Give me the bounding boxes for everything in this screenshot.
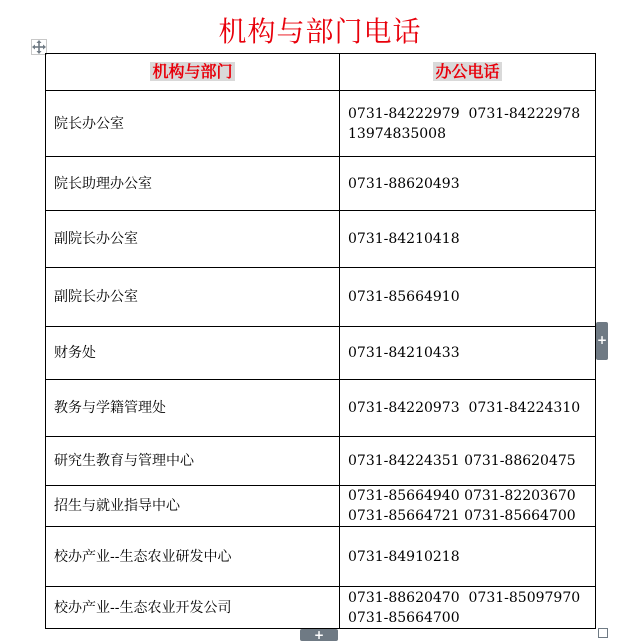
phone-cell: 0731-84210418 [340, 211, 596, 268]
department-cell: 教务与学籍管理处 [46, 380, 340, 437]
table-row [46, 587, 596, 629]
table-row [46, 91, 596, 157]
department-cell: 院长助理办公室 [46, 157, 340, 211]
table-row [46, 268, 596, 327]
table-row [46, 380, 596, 437]
table-row [46, 211, 596, 268]
phone-cell: 0731-84222979 0731-84222978 13974835008 [340, 91, 596, 157]
phone-cell: 0731-88620493 [340, 157, 596, 211]
table-row [46, 527, 596, 587]
department-cell: 院长办公室 [46, 91, 340, 157]
phone-cell: 0731-85664910 [340, 268, 596, 327]
phone-cell: 0731-88620470 0731-85097970 0731-85664700 [340, 587, 596, 629]
page-title: 机构与部门电话 [218, 15, 422, 48]
header-phone [340, 54, 596, 91]
add-column-button[interactable] [596, 322, 608, 360]
department-cell: 校办产业--生态农业开发公司 [46, 587, 340, 629]
department-cell: 校办产业--生态农业研发中心 [46, 527, 340, 587]
phone-cell: 0731-84210433 [340, 327, 596, 380]
table-header-row [46, 54, 596, 91]
phone-table [45, 53, 596, 629]
resize-corner-icon[interactable] [598, 628, 608, 638]
plus-icon: + [313, 628, 325, 642]
department-cell: 财务处 [46, 327, 340, 380]
phone-cell: 0731-84220973 0731-84224310 [340, 380, 596, 437]
table-row [46, 486, 596, 527]
phone-cell: 0731-84224351 0731-88620475 [340, 437, 596, 486]
department-cell: 副院长办公室 [46, 268, 340, 327]
header-department [46, 54, 340, 91]
header-department-label: 机构与部门 [152, 62, 233, 81]
table-row [46, 157, 596, 211]
department-cell: 招生与就业指导中心 [46, 486, 340, 527]
department-cell: 副院长办公室 [46, 211, 340, 268]
plus-icon: + [597, 333, 608, 347]
add-row-button[interactable] [300, 629, 338, 641]
phone-cell: 0731-85664940 0731-82203670 0731-85664721 0731-85664700 [340, 486, 596, 527]
header-phone-label: 办公电话 [435, 62, 500, 81]
table-row [46, 327, 596, 380]
phone-cell: 0731-84910218 [340, 527, 596, 587]
table-row [46, 437, 596, 486]
department-cell: 研究生教育与管理中心 [46, 437, 340, 486]
